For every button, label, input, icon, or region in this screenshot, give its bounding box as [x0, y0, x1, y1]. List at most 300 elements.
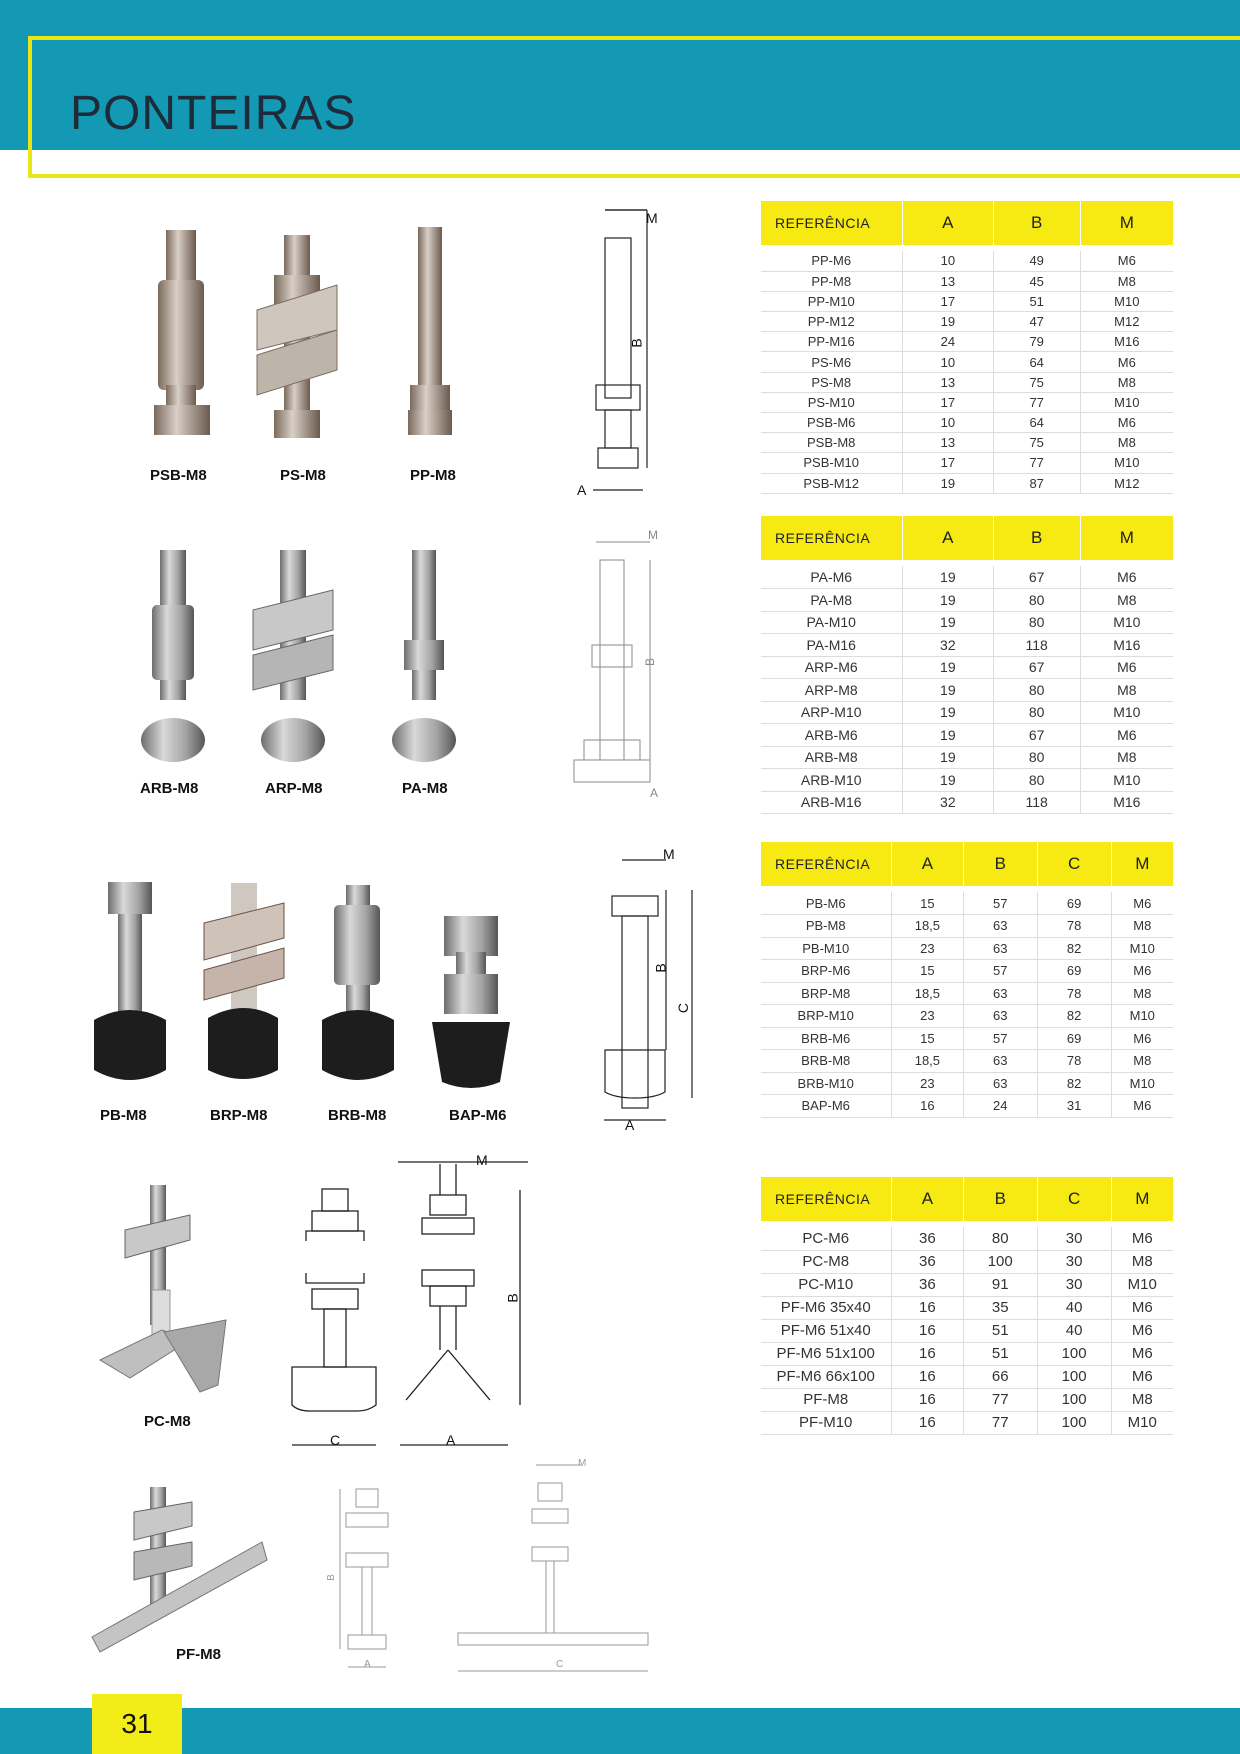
table-cell: PF-M10 [761, 1411, 892, 1434]
table-row [761, 746, 1174, 769]
table-cell: 100 [1037, 1388, 1111, 1411]
table-cell: 63 [963, 915, 1037, 938]
column-header-referencia: REFERÊNCIA [761, 1177, 892, 1221]
technical-drawing-pf-front [330, 1485, 410, 1675]
drawing-label-m: M [476, 1152, 488, 1168]
table-cell: 118 [993, 791, 1080, 814]
table-cell: 67 [993, 566, 1080, 589]
table-cell: BRB-M8 [761, 1050, 892, 1073]
drawing-label-b: B [628, 338, 645, 348]
drawing-label-m: M [648, 528, 658, 542]
table-row [761, 1296, 1174, 1319]
product-image-arp-m8 [248, 545, 338, 765]
spec-table-4 [760, 1177, 1173, 1435]
table-cell: M8 [1080, 372, 1173, 392]
table-cell: 40 [1037, 1319, 1111, 1342]
drawing-label-a: A [650, 786, 659, 800]
table-row [761, 1273, 1174, 1296]
table-cell: 19 [902, 589, 993, 612]
table-cell: PP-M16 [761, 332, 903, 352]
table-cell: 30 [1037, 1227, 1111, 1250]
page-number: 31 [92, 1694, 182, 1754]
table-cell: M6 [1080, 656, 1173, 679]
table-cell: 100 [963, 1250, 1037, 1273]
table-row [761, 769, 1174, 792]
product-image-arb-m8 [140, 545, 210, 765]
table-cell: 24 [963, 1095, 1037, 1118]
product-label: PA-M8 [402, 780, 448, 797]
table-cell: M8 [1080, 746, 1173, 769]
table-cell: PS-M6 [761, 352, 903, 372]
column-header-referencia: REFERÊNCIA [761, 842, 892, 886]
table-row [761, 1388, 1174, 1411]
table-cell: 69 [1037, 1027, 1111, 1050]
table-cell: M6 [1080, 566, 1173, 589]
table-cell: 13 [902, 271, 993, 291]
table-cell: 77 [963, 1411, 1037, 1434]
table-row [761, 271, 1174, 291]
table-cell: PSB-M10 [761, 453, 903, 473]
table-cell: 80 [993, 769, 1080, 792]
table-cell: 63 [963, 937, 1037, 960]
table-cell: PB-M10 [761, 937, 892, 960]
table-cell: 23 [891, 1072, 963, 1095]
table-cell: M6 [1111, 1296, 1173, 1319]
table-cell: 100 [1037, 1411, 1111, 1434]
drawing-label-b: B [652, 963, 669, 973]
table-row [761, 1072, 1174, 1095]
table-cell: M10 [1111, 1005, 1173, 1028]
table-cell: M8 [1111, 915, 1173, 938]
table-cell: 19 [902, 724, 993, 747]
table-cell: PP-M10 [761, 291, 903, 311]
table-cell: 79 [993, 332, 1080, 352]
table-cell: ARP-M10 [761, 701, 903, 724]
table-cell: M8 [1111, 982, 1173, 1005]
table-cell: PA-M6 [761, 566, 903, 589]
table-row [761, 656, 1174, 679]
table-cell: PC-M8 [761, 1250, 892, 1273]
table-header-row [761, 516, 1174, 560]
table-cell: PF-M6 66x100 [761, 1365, 892, 1388]
table-cell: 16 [891, 1095, 963, 1118]
drawing-label-c: C [556, 1659, 564, 1670]
table-cell: 77 [993, 392, 1080, 412]
table-cell: ARB-M10 [761, 769, 903, 792]
table-cell: M16 [1080, 634, 1173, 657]
table-cell: 45 [993, 271, 1080, 291]
table-row [761, 1365, 1174, 1388]
table-cell: 80 [993, 611, 1080, 634]
spec-table-1 [760, 201, 1173, 494]
table-cell: 36 [891, 1227, 963, 1250]
column-header-c: C [1037, 842, 1111, 886]
table-cell: ARP-M8 [761, 679, 903, 702]
drawing-label-a: A [625, 1117, 635, 1133]
table-cell: ARB-M8 [761, 746, 903, 769]
product-label: ARB-M8 [140, 780, 199, 797]
table-cell: 19 [902, 769, 993, 792]
table-cell: BRP-M6 [761, 960, 892, 983]
table-cell: M10 [1080, 392, 1173, 412]
column-header-m: M [1111, 1177, 1173, 1221]
table-cell: PC-M6 [761, 1227, 892, 1250]
table-cell: 10 [902, 413, 993, 433]
table-cell: PF-M6 35x40 [761, 1296, 892, 1319]
table-header-row [761, 842, 1174, 886]
table-cell: 30 [1037, 1273, 1111, 1296]
table-cell: 80 [993, 746, 1080, 769]
product-label: BRB-M8 [328, 1107, 387, 1124]
table-cell: 63 [963, 1005, 1037, 1028]
table-cell: M10 [1080, 611, 1173, 634]
table-cell: 10 [902, 352, 993, 372]
table-cell: 16 [891, 1342, 963, 1365]
product-label: ARP-M8 [265, 780, 323, 797]
product-image-brp-m8 [196, 878, 292, 1090]
table-cell: M8 [1080, 271, 1173, 291]
product-image-pc-m8 [100, 1180, 240, 1400]
table-cell: M6 [1111, 1095, 1173, 1118]
table-cell: M8 [1111, 1250, 1173, 1273]
table-cell: 18,5 [891, 982, 963, 1005]
table-row [761, 312, 1174, 332]
table-row [761, 634, 1174, 657]
table-cell: 23 [891, 1005, 963, 1028]
table-row [761, 724, 1174, 747]
table-row [761, 332, 1174, 352]
column-header-b: B [963, 1177, 1037, 1221]
table-cell: PP-M8 [761, 271, 903, 291]
table-row [761, 413, 1174, 433]
table-cell: M8 [1080, 433, 1173, 453]
product-label: PP-M8 [410, 467, 456, 484]
table-row [761, 251, 1174, 271]
table-cell: 69 [1037, 960, 1111, 983]
table-cell: ARB-M6 [761, 724, 903, 747]
table-cell: BRB-M10 [761, 1072, 892, 1095]
table-header-row [761, 201, 1174, 245]
product-label: PC-M8 [144, 1413, 191, 1430]
table-cell: 19 [902, 611, 993, 634]
column-header-c: C [1037, 1177, 1111, 1221]
table-row [761, 372, 1174, 392]
table-row [761, 453, 1174, 473]
table-row [761, 1319, 1174, 1342]
table-cell: M6 [1080, 724, 1173, 747]
table-cell: M10 [1080, 291, 1173, 311]
table-cell: 69 [1037, 892, 1111, 915]
column-header-m: M [1080, 516, 1173, 560]
column-header-referencia: REFERÊNCIA [761, 516, 903, 560]
drawing-label-m: M [646, 210, 658, 226]
table-cell: 19 [902, 656, 993, 679]
drawing-label-m: M [578, 1458, 587, 1469]
table-cell: M8 [1111, 1050, 1173, 1073]
product-label: PF-M8 [176, 1646, 221, 1663]
table-row [761, 791, 1174, 814]
table-cell: 13 [902, 433, 993, 453]
table-cell: 80 [993, 701, 1080, 724]
table-row [761, 1050, 1174, 1073]
table-cell: 18,5 [891, 1050, 963, 1073]
table-cell: PF-M8 [761, 1388, 892, 1411]
table-cell: M10 [1111, 1411, 1173, 1434]
technical-drawing-1 [575, 210, 665, 500]
table-cell: M16 [1080, 332, 1173, 352]
table-cell: 63 [963, 1072, 1037, 1095]
table-cell: PS-M10 [761, 392, 903, 412]
spec-table-3 [760, 842, 1173, 1118]
table-cell: 91 [963, 1273, 1037, 1296]
drawing-label-b: B [643, 657, 658, 667]
table-header-row [761, 1177, 1174, 1221]
table-cell: 19 [902, 701, 993, 724]
table-cell: 63 [963, 982, 1037, 1005]
table-cell: PSB-M8 [761, 433, 903, 453]
table-cell: 16 [891, 1411, 963, 1434]
table-cell: M6 [1111, 1027, 1173, 1050]
table-cell: 51 [963, 1319, 1037, 1342]
table-cell: 17 [902, 453, 993, 473]
table-cell: M10 [1080, 701, 1173, 724]
table-cell: BAP-M6 [761, 1095, 892, 1118]
drawing-label-b: B [504, 1293, 521, 1303]
product-label: PS-M8 [280, 467, 326, 484]
table-cell: PP-M12 [761, 312, 903, 332]
table-row [761, 1411, 1174, 1434]
table-row [761, 1250, 1174, 1273]
column-header-referencia: REFERÊNCIA [761, 201, 903, 245]
table-cell: M10 [1080, 453, 1173, 473]
table-cell: 16 [891, 1296, 963, 1319]
table-cell: 19 [902, 566, 993, 589]
column-header-m: M [1080, 201, 1173, 245]
column-header-m: M [1111, 842, 1173, 886]
table-cell: 78 [1037, 1050, 1111, 1073]
technical-drawing-pc-side [398, 1160, 528, 1455]
table-cell: PC-M10 [761, 1273, 892, 1296]
drawing-label-a: A [364, 1659, 371, 1670]
drawing-label-b: B [325, 1574, 337, 1581]
table-row [761, 1342, 1174, 1365]
table-cell: 77 [963, 1388, 1037, 1411]
table-cell: PA-M10 [761, 611, 903, 634]
table-cell: 57 [963, 1027, 1037, 1050]
table-cell: 75 [993, 372, 1080, 392]
table-cell: M10 [1080, 769, 1173, 792]
product-label: PB-M8 [100, 1107, 147, 1124]
product-label: BAP-M6 [449, 1107, 507, 1124]
table-cell: 100 [1037, 1342, 1111, 1365]
table-row [761, 1227, 1174, 1250]
table-cell: M6 [1080, 251, 1173, 271]
table-cell: PA-M8 [761, 589, 903, 612]
product-image-ps-m8 [252, 230, 342, 440]
table-cell: 17 [902, 291, 993, 311]
table-row [761, 915, 1174, 938]
table-cell: 19 [902, 312, 993, 332]
table-cell: M8 [1080, 679, 1173, 702]
table-cell: 51 [993, 291, 1080, 311]
drawing-label-a: A [577, 482, 587, 498]
table-cell: M6 [1111, 892, 1173, 915]
product-image-pf-m8 [92, 1482, 272, 1662]
table-cell: 23 [891, 937, 963, 960]
table-cell: M10 [1111, 1273, 1173, 1296]
table-cell: 64 [993, 413, 1080, 433]
table-cell: 78 [1037, 915, 1111, 938]
table-row [761, 392, 1174, 412]
table-cell: 78 [1037, 982, 1111, 1005]
table-cell: 15 [891, 892, 963, 915]
table-cell: PS-M8 [761, 372, 903, 392]
table-row [761, 1095, 1174, 1118]
table-row [761, 611, 1174, 634]
table-cell: 30 [1037, 1250, 1111, 1273]
drawing-label-c: C [675, 1002, 692, 1014]
table-cell: 118 [993, 634, 1080, 657]
table-cell: 36 [891, 1250, 963, 1273]
table-cell: 49 [993, 251, 1080, 271]
table-cell: 16 [891, 1319, 963, 1342]
table-cell: M6 [1111, 1319, 1173, 1342]
table-cell: PF-M6 51x100 [761, 1342, 892, 1365]
table-cell: PF-M6 51x40 [761, 1319, 892, 1342]
table-cell: 75 [993, 433, 1080, 453]
table-row [761, 566, 1174, 589]
table-cell: 64 [993, 352, 1080, 372]
table-cell: 24 [902, 332, 993, 352]
technical-drawing-pf-side [456, 1463, 656, 1678]
table-row [761, 960, 1174, 983]
table-row [761, 473, 1174, 493]
technical-drawing-pc-front [288, 1185, 388, 1455]
table-row [761, 892, 1174, 915]
table-cell: 47 [993, 312, 1080, 332]
table-cell: 32 [902, 634, 993, 657]
column-header-b: B [993, 201, 1080, 245]
table-cell: 18,5 [891, 915, 963, 938]
table-cell: 80 [963, 1227, 1037, 1250]
table-cell: 77 [993, 453, 1080, 473]
product-image-pa-m8 [390, 545, 460, 765]
table-cell: ARB-M16 [761, 791, 903, 814]
table-cell: M8 [1111, 1388, 1173, 1411]
table-cell: M10 [1111, 937, 1173, 960]
table-cell: 32 [902, 791, 993, 814]
table-cell: M12 [1080, 312, 1173, 332]
table-cell: 10 [902, 251, 993, 271]
table-row [761, 937, 1174, 960]
table-cell: PB-M6 [761, 892, 892, 915]
drawing-label-c: C [330, 1432, 341, 1448]
table-cell: 67 [993, 724, 1080, 747]
table-cell: 80 [993, 589, 1080, 612]
product-image-brb-m8 [318, 880, 398, 1090]
table-cell: M6 [1080, 352, 1173, 372]
spec-table-2 [760, 516, 1173, 814]
table-cell: 100 [1037, 1365, 1111, 1388]
table-cell: 15 [891, 1027, 963, 1050]
table-row [761, 1005, 1174, 1028]
table-cell: 57 [963, 960, 1037, 983]
table-cell: 63 [963, 1050, 1037, 1073]
table-cell: 19 [902, 679, 993, 702]
table-cell: 35 [963, 1296, 1037, 1319]
table-cell: BRP-M8 [761, 982, 892, 1005]
table-row [761, 352, 1174, 372]
table-cell: 51 [963, 1342, 1037, 1365]
product-label: PSB-M8 [150, 467, 207, 484]
table-cell: M6 [1111, 1365, 1173, 1388]
table-row [761, 589, 1174, 612]
product-label: BRP-M8 [210, 1107, 268, 1124]
technical-drawing-3 [600, 860, 700, 1130]
table-row [761, 433, 1174, 453]
column-header-a: A [902, 516, 993, 560]
table-cell: 82 [1037, 1005, 1111, 1028]
table-cell: 57 [963, 892, 1037, 915]
table-cell: 19 [902, 473, 993, 493]
table-cell: M6 [1111, 1227, 1173, 1250]
technical-drawing-2 [570, 540, 670, 805]
table-row [761, 1027, 1174, 1050]
table-cell: 17 [902, 392, 993, 412]
column-header-b: B [993, 516, 1080, 560]
table-cell: M12 [1080, 473, 1173, 493]
table-cell: M8 [1080, 589, 1173, 612]
table-cell: M6 [1111, 1342, 1173, 1365]
footer-band [0, 1708, 1240, 1754]
table-cell: ARP-M6 [761, 656, 903, 679]
table-cell: 40 [1037, 1296, 1111, 1319]
table-cell: 13 [902, 372, 993, 392]
table-cell: 87 [993, 473, 1080, 493]
table-cell: 16 [891, 1365, 963, 1388]
table-cell: M10 [1111, 1072, 1173, 1095]
product-image-psb-m8 [148, 225, 218, 440]
column-header-a: A [902, 201, 993, 245]
table-cell: M6 [1111, 960, 1173, 983]
column-header-a: A [891, 842, 963, 886]
table-cell: 66 [963, 1365, 1037, 1388]
table-cell: M6 [1080, 413, 1173, 433]
table-cell: 82 [1037, 937, 1111, 960]
table-cell: 36 [891, 1273, 963, 1296]
table-cell: PSB-M6 [761, 413, 903, 433]
table-row [761, 679, 1174, 702]
table-row [761, 982, 1174, 1005]
page-title: PONTEIRAS [70, 87, 357, 140]
table-cell: BRB-M6 [761, 1027, 892, 1050]
drawing-label-m: M [663, 846, 675, 862]
table-row [761, 291, 1174, 311]
table-cell: 15 [891, 960, 963, 983]
table-cell: BRP-M10 [761, 1005, 892, 1028]
table-cell: 16 [891, 1388, 963, 1411]
drawing-label-a: A [446, 1432, 456, 1448]
column-header-a: A [891, 1177, 963, 1221]
table-cell: M16 [1080, 791, 1173, 814]
table-row [761, 701, 1174, 724]
table-cell: 82 [1037, 1072, 1111, 1095]
table-cell: PSB-M12 [761, 473, 903, 493]
product-image-bap-m6 [430, 912, 512, 1092]
product-image-pb-m8 [90, 880, 170, 1090]
product-image-pp-m8 [400, 225, 460, 440]
table-cell: 31 [1037, 1095, 1111, 1118]
